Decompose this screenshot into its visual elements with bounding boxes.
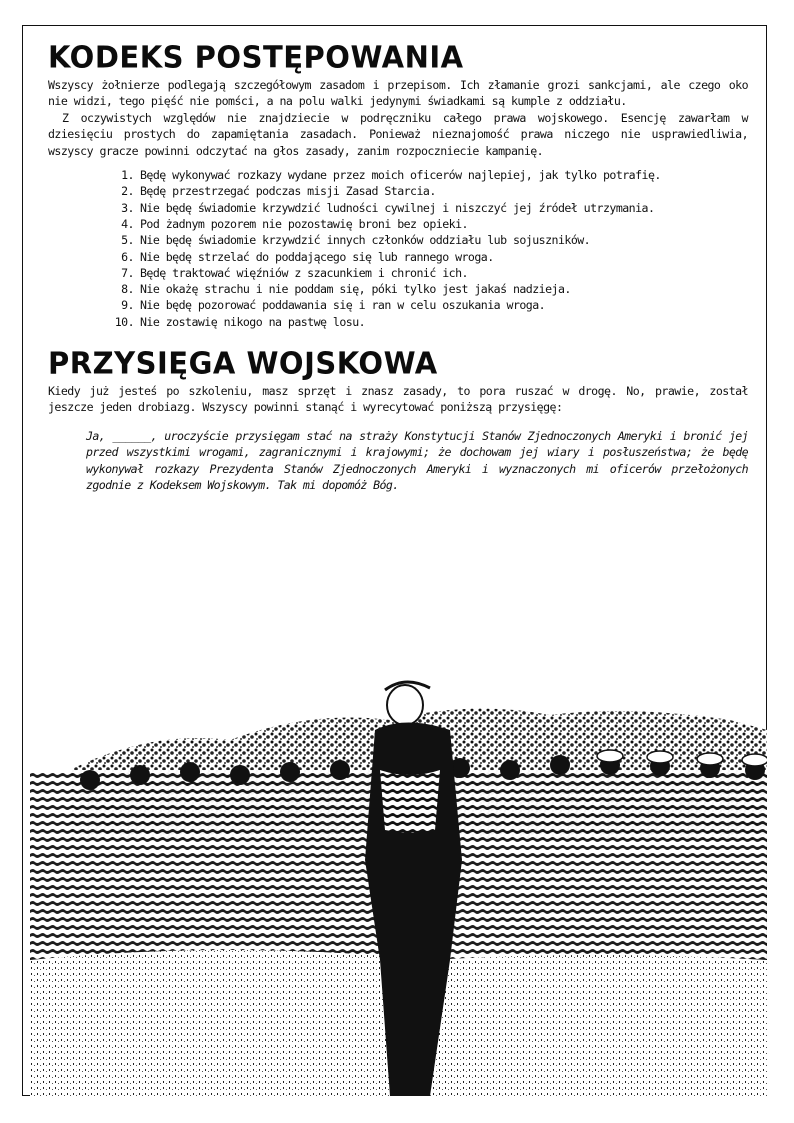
rule-number: 10. [114,314,134,329]
rule-number: 8. [121,282,134,297]
rule-text: Nie okażę strachu i nie poddam się, póki tylko jest jakaś nadzieja. [140,282,571,297]
rule-text: Pod żadnym pozorem nie pozostawię broni bez opieki. [140,216,468,231]
military-oath-title: PRZYSIĘGA WOJSKOWA [48,345,438,381]
page-content [48,40,748,493]
rule-item [108,216,748,232]
rule-item [108,200,748,216]
military-oath-section [48,346,748,493]
rule-number: 4. [121,216,134,231]
code-of-conduct-section [48,40,748,330]
rule-item [108,314,748,330]
rule-text: Będę traktować więźniów z szacunkiem i chronić ich. [140,265,468,280]
rules-list [48,167,748,330]
rule-text: Nie będę świadomie krzywdzić ludności cywilnej i niszczyć jej źródeł utrzymania. [140,200,655,215]
rule-number: 6. [121,249,134,264]
rule-text: Nie będę strzelać do poddającego się lub rannego wroga. [140,249,494,264]
rule-item [108,265,748,281]
rule-text: Będę wykonywać rozkazy wydane przez moich oficerów najlepiej, jak tylko potrafię. [140,168,661,183]
rule-text: Nie będę świadomie krzywdzić innych członków oddziału lub sojuszników. [140,233,591,248]
rule-number: 5. [121,233,134,248]
rule-item [108,232,748,248]
rule-item [108,281,748,297]
rule-text: Nie zostawię nikogo na pastwę losu. [140,314,366,329]
oath-text: Ja, ______, uroczyście przysięgam stać na straży Konstytucji Stanów Zjednoczonych Ameryki i bronić jej przed wszystkimi wrogami, zagranicznymi i krajowymi; że dochowam jej wiary i posłuszeństwa; że będę wykonywał rozkazy Prezydenta Stanów Zjednoczonych Ameryki i wyznaczonych mi oficerów przełożonych zgodnie z Kodeksem Wojskowym. Tak mi dopomóż Bóg. [86,428,748,493]
rule-text: Będę przestrzegać podczas misji Zasad Starcia. [140,184,436,199]
soldiers-photo-illustration [30,660,767,1096]
rule-number: 7. [121,265,134,280]
rule-item [108,249,748,265]
code-intro-paragraph-1: Wszyscy żołnierze podlegają szczegółowym zasadom i przepisom. Ich złamanie grozi sankcjami, ale czego oko nie widzi, tego pięść nie pomści, a na polu walki jedynymi świadkami są kumple z oddziału. [48,78,748,109]
rule-number: 9. [121,298,134,313]
rule-item [108,183,748,199]
rule-item [108,297,748,313]
rule-text: Nie będę pozorować poddawania się i ran w celu oszukania wroga. [140,298,546,313]
rule-number: 1. [121,168,134,183]
rule-item [108,167,748,183]
code-of-conduct-title: KODEKS POSTĘPOWANIA [48,39,464,75]
oath-intro-paragraph: Kiedy już jesteś po szkoleniu, masz sprzęt i znasz zasady, to pora ruszać w drogę. No, prawie, został jeszcze jeden drobiazg. Wszyscy powinni stanąć i wyrecytować poniższą przysięgę: [48,384,748,415]
code-intro-paragraph-2: Z oczywistych względów nie znajdziecie w podręczniku całego prawa wojskowego. Esencję zawarłam w dziesięciu prostych do zapamiętania zasadach. Ponieważ nieznajomość prawa niczego nie usprawiedliwia, wszyscy gracze powinni odczytać na głos zasady, zanim rozpoczniecie kampanię. [48,110,748,158]
rule-number: 3. [121,200,134,215]
soldiers-photo [30,660,767,1096]
rule-number: 2. [121,184,134,199]
